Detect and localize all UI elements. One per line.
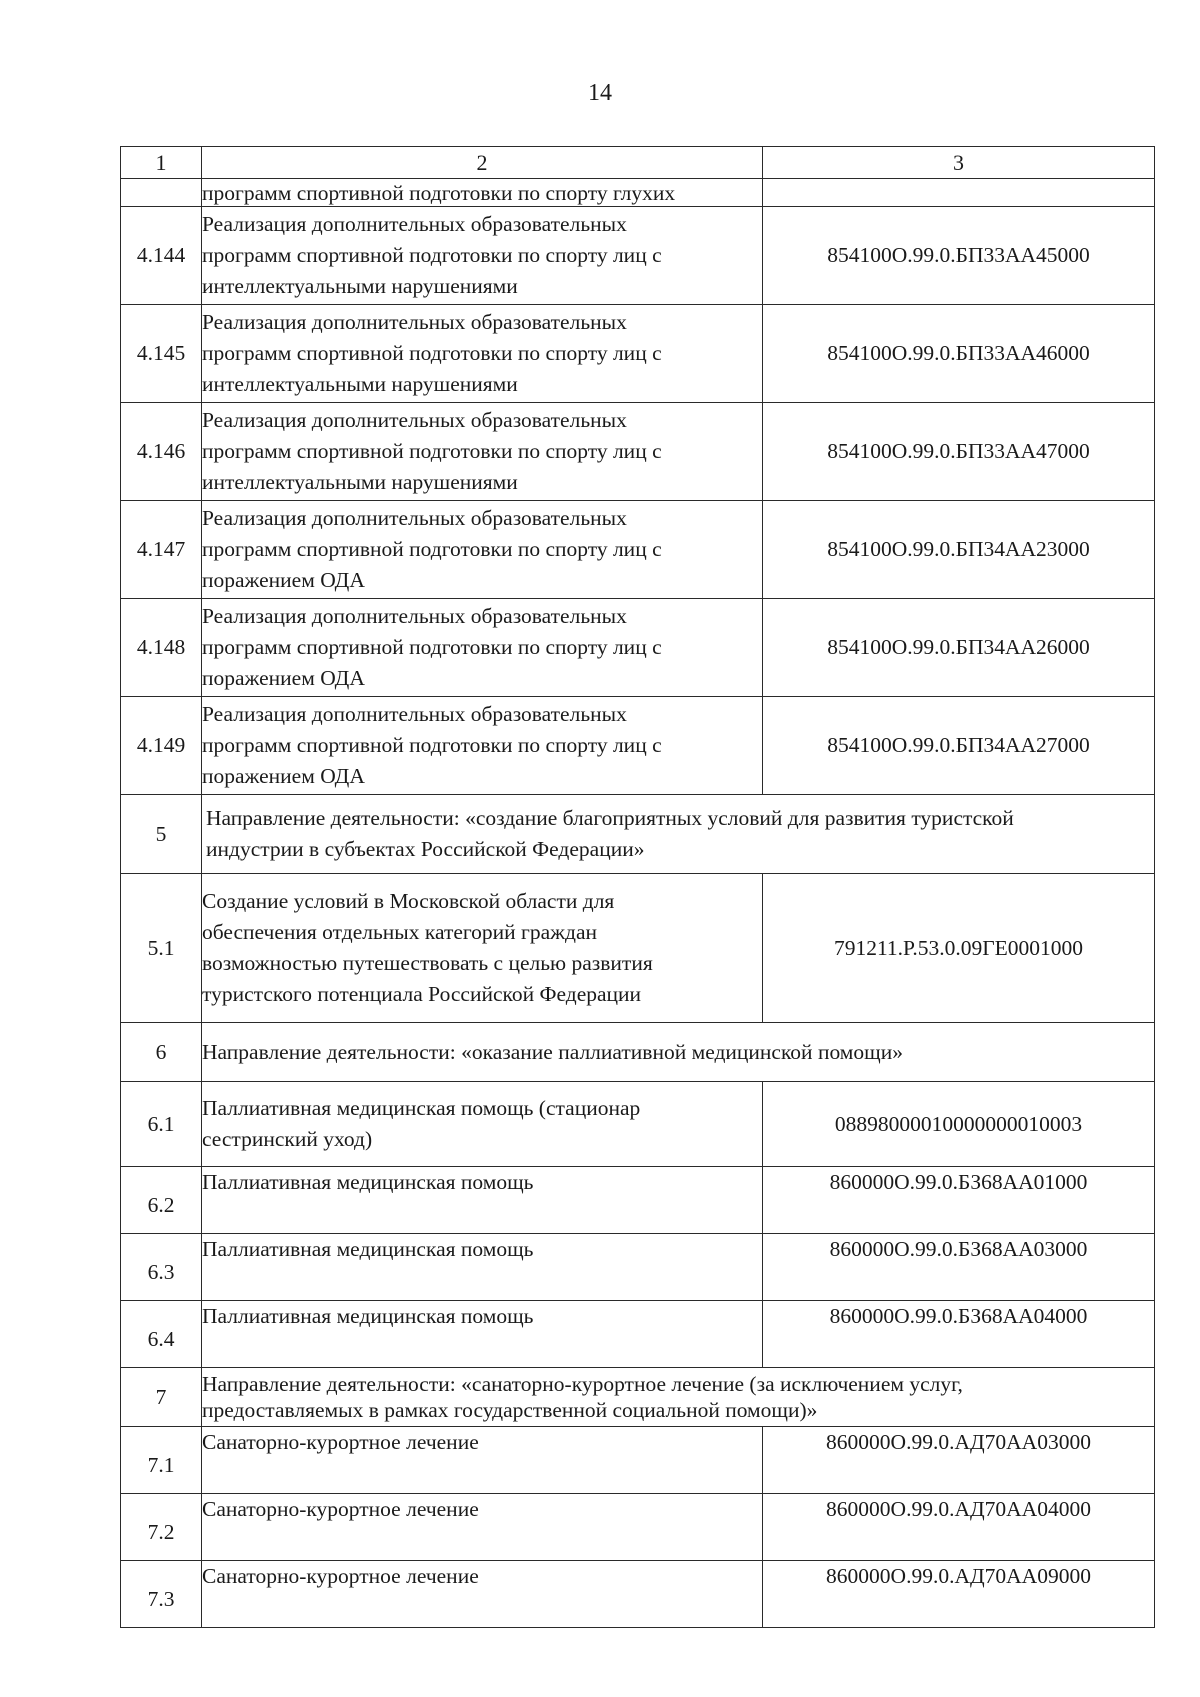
table-row: [121, 1167, 1155, 1234]
row-number: [121, 179, 202, 207]
row-description: Реализация дополнительных образовательных программ спортивной подготовки по спорту лиц с поражением ОДА: [202, 599, 763, 697]
row-description: Паллиативная медицинская помощь: [202, 1167, 763, 1234]
row-description: Паллиативная медицинская помощь (стационар сестринский уход): [202, 1082, 763, 1167]
row-description: Паллиативная медицинская помощь: [202, 1301, 763, 1368]
row-code: 854100О.99.0.БП34АА23000: [763, 501, 1155, 599]
table-row: [121, 874, 1155, 1023]
row-number: 6.4: [121, 1301, 202, 1368]
section-row-6: [121, 1023, 1155, 1082]
row-description: Создание условий в Московской области для обеспечения отдельных категорий граждан возможностью путешествовать с целью развития туристского потенциала Российской Федерации: [202, 874, 763, 1023]
header-col-3: 3: [763, 147, 1155, 179]
section-number: 6: [121, 1023, 202, 1082]
table-row: [121, 501, 1155, 599]
row-code: 860000О.99.0.БЗ68АА01000: [763, 1167, 1155, 1234]
header-col-1: 1: [121, 147, 202, 179]
row-number: 5.1: [121, 874, 202, 1023]
row-code: [763, 179, 1155, 207]
row-description: Реализация дополнительных образовательных программ спортивной подготовки по спорту лиц с интеллектуальными нарушениями: [202, 207, 763, 305]
row-number: 4.147: [121, 501, 202, 599]
table-row: [121, 305, 1155, 403]
section-number: 5: [121, 795, 202, 874]
section-row-7: [121, 1368, 1155, 1427]
row-description: Санаторно-курортное лечение: [202, 1561, 763, 1628]
row-code: 854100О.99.0.БП34АА27000: [763, 697, 1155, 795]
row-number: 6.2: [121, 1167, 202, 1234]
services-table: [120, 146, 1155, 1628]
row-code: 854100О.99.0.БП34АА26000: [763, 599, 1155, 697]
row-code: 854100О.99.0.БП33АА47000: [763, 403, 1155, 501]
header-col-2: 2: [202, 147, 763, 179]
row-number: 7.2: [121, 1494, 202, 1561]
table-row: [121, 207, 1155, 305]
table-row: [121, 1494, 1155, 1561]
section-title: Направление деятельности: «создание благоприятных условий для развития туристской индустрии в субъектах Российской Федерации»: [202, 795, 1155, 874]
row-description: Санаторно-курортное лечение: [202, 1494, 763, 1561]
row-description: Реализация дополнительных образовательных программ спортивной подготовки по спорту лиц с интеллектуальными нарушениями: [202, 403, 763, 501]
table-row: [121, 697, 1155, 795]
table-row: [121, 1427, 1155, 1494]
table-row: [121, 1301, 1155, 1368]
table-row: [121, 1082, 1155, 1167]
row-number: 4.144: [121, 207, 202, 305]
row-number: 7.3: [121, 1561, 202, 1628]
row-description: Реализация дополнительных образовательных программ спортивной подготовки по спорту лиц с поражением ОДА: [202, 501, 763, 599]
row-code: 791211.Р.53.0.09ГЕ0001000: [763, 874, 1155, 1023]
page-number: 14: [588, 80, 612, 106]
table-row-continuation: [121, 179, 1155, 207]
row-description: Паллиативная медицинская помощь: [202, 1234, 763, 1301]
row-number: 4.145: [121, 305, 202, 403]
row-description: программ спортивной подготовки по спорту глухих: [202, 179, 763, 207]
row-number: 6.3: [121, 1234, 202, 1301]
table-header-row: [121, 147, 1155, 179]
row-code: 08898000010000000010003: [763, 1082, 1155, 1167]
table-row: [121, 403, 1155, 501]
section-title: Направление деятельности: «санаторно-курортное лечение (за исключением услуг, предоставляемых в рамках государственной социальной помощи)»: [202, 1368, 1155, 1427]
table-row: [121, 599, 1155, 697]
section-title: Направление деятельности: «оказание паллиативной медицинской помощи»: [202, 1023, 1155, 1082]
row-number: 4.149: [121, 697, 202, 795]
section-row-5: [121, 795, 1155, 874]
section-number: 7: [121, 1368, 202, 1427]
row-code: 860000О.99.0.АД70АА04000: [763, 1494, 1155, 1561]
row-code: 860000О.99.0.АД70АА03000: [763, 1427, 1155, 1494]
row-number: 4.148: [121, 599, 202, 697]
row-code: 860000О.99.0.АД70АА09000: [763, 1561, 1155, 1628]
row-number: 7.1: [121, 1427, 202, 1494]
row-description: Реализация дополнительных образовательных программ спортивной подготовки по спорту лиц с поражением ОДА: [202, 697, 763, 795]
row-code: 860000О.99.0.БЗ68АА03000: [763, 1234, 1155, 1301]
table-row: [121, 1234, 1155, 1301]
row-number: 4.146: [121, 403, 202, 501]
row-code: 854100О.99.0.БП33АА46000: [763, 305, 1155, 403]
row-code: 860000О.99.0.БЗ68АА04000: [763, 1301, 1155, 1368]
row-description: Санаторно-курортное лечение: [202, 1427, 763, 1494]
row-code: 854100О.99.0.БП33АА45000: [763, 207, 1155, 305]
row-number: 6.1: [121, 1082, 202, 1167]
table-row: [121, 1561, 1155, 1628]
row-description: Реализация дополнительных образовательных программ спортивной подготовки по спорту лиц с интеллектуальными нарушениями: [202, 305, 763, 403]
